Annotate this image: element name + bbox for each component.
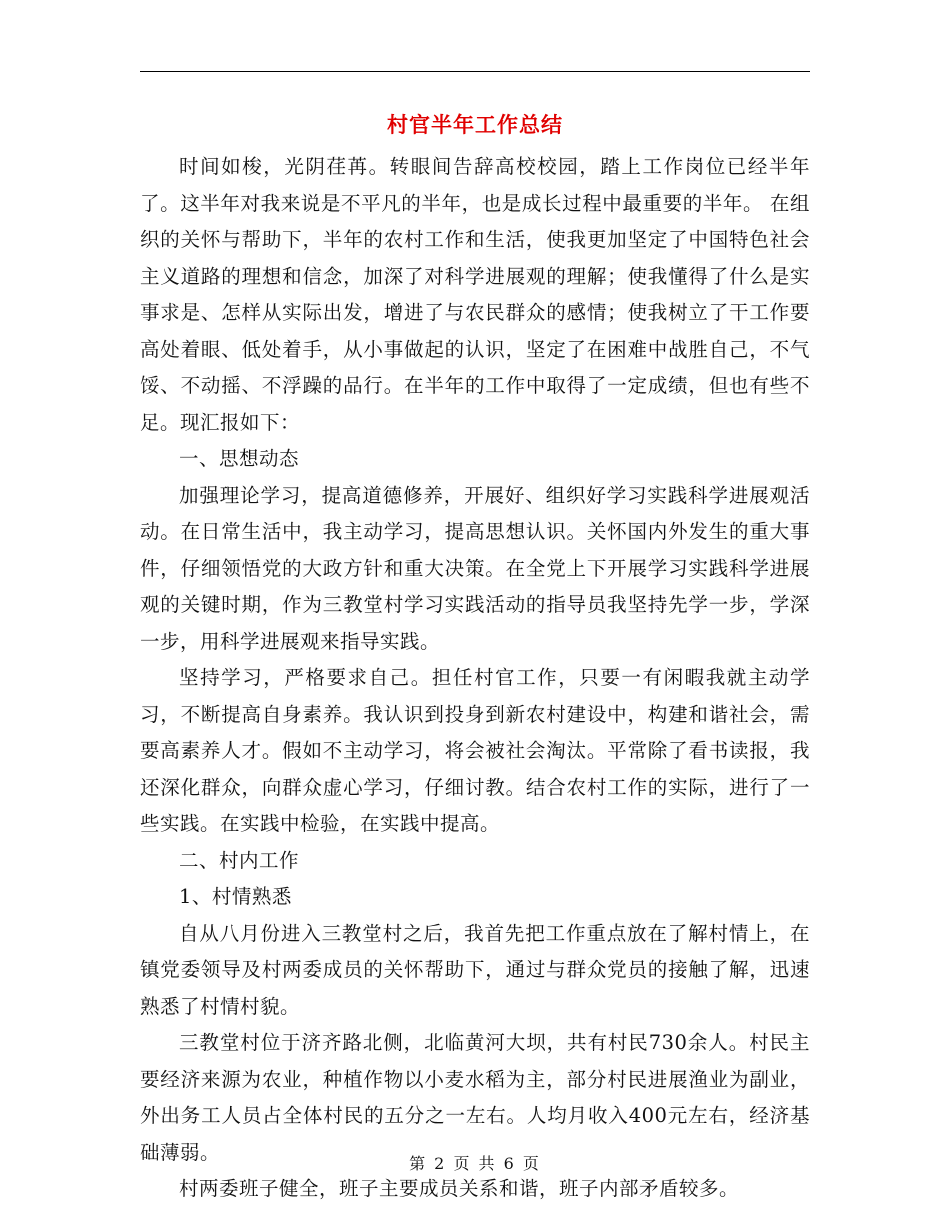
document-title: 村官半年工作总结 <box>387 112 563 137</box>
paragraph-committee: 村两委班子健全，班子主要成员关系和谐，班子内部矛盾较多。 <box>179 1177 740 1200</box>
header-rule <box>140 71 810 72</box>
document-body <box>140 149 810 1208</box>
section-heading-village-work: 二、村内工作 <box>179 848 300 872</box>
section-heading-thought: 一、思想动态 <box>179 447 300 470</box>
paragraph-village-profile: 三教堂村位于济齐路北侧，北临黄河大坝，共有村民730余人。村民主要经济来源为农业，种植作物以小麦水稻为主，部分村民进展渔业为副业，外出务工人员占全体村民的五分之一左右。人均月收入400元左右，经济基础薄弱。 <box>140 1031 810 1164</box>
paragraph-august-entry: 自从八月份进入三教堂村之后，我首先把工作重点放在了解村情上，在镇党委领导及村两委成员的关怀帮助下，通过与群众党员的接触了解，迅速熟悉了村情村貌。 <box>140 921 810 1018</box>
paragraph-theory-study: 加强理论学习，提高道德修养，开展好、组织好学习实践科学进展观活动。在日常生活中，我主动学习，提高思想认识。关怀国内外发生的重大事件，仔细领悟党的大政方针和重大决策。在全党上下开展学习实践科学进展观的关键时期，作为三教堂村学习实践活动的指导员我坚持先学一步，学深一步，用科学进展观来指导实践。 <box>140 483 810 653</box>
page-number: 第 2 页 共 6 页 <box>409 1154 541 1173</box>
paragraph-intro: 时间如梭，光阴荏苒。转眼间告辞高校校园，踏上工作岗位已经半年了。这半年对我来说是不平凡的半年，也是成长过程中最重要的半年。 在组织的关怀与帮助下，半年的农村工作和生活，使我更加坚定了中国特色社会主义道路的理想和信念，加深了对科学进展观的理解；使我懂得了什么是实事求是、怎样从实际出发，增进了与农民群众的感情；使我树立了干工作要高处着眼、低处着手，从小事做起的认识，坚定了在困难中战胜自己，不气馁、不动摇、不浮躁的品行。在半年的工作中取得了一定成绩，但也有些不足。现汇报如下： <box>140 155 810 434</box>
subsection-heading-village-info: 1、村情熟悉 <box>179 885 292 908</box>
paragraph-persist-study: 坚持学习，严格要求自己。担任村官工作，只要一有闲暇我就主动学习，不断提高自身素养。我认识到投身到新农村建设中，构建和谐社会，需要高素养人才。假如不主动学习，将会被社会淘汰。平常除了看书读报，我还深化群众，向群众虚心学习，仔细讨教。结合农村工作的实际，进行了一些实践。在实践中检验，在实践中提高。 <box>140 666 810 835</box>
